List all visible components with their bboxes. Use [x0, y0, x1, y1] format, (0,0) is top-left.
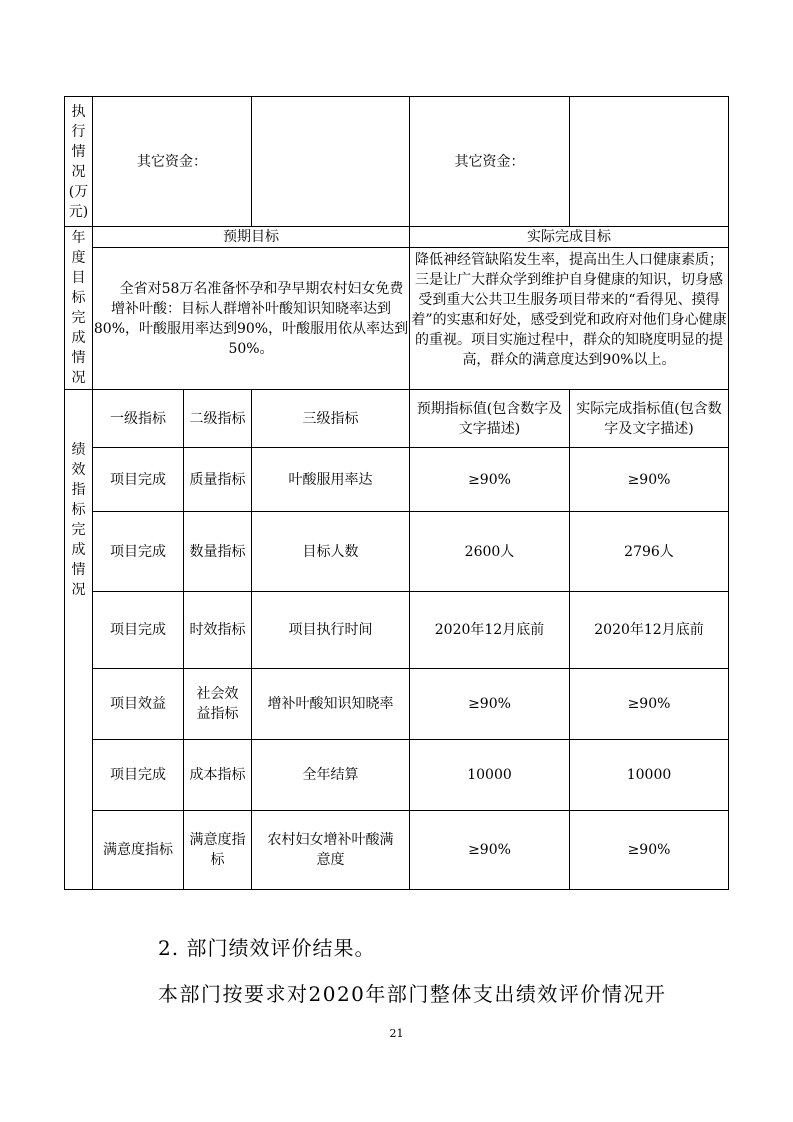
- actual-value-cell: 2020年12月底前: [570, 592, 729, 669]
- page-number: 21: [389, 1027, 404, 1040]
- expected-goal-header: 预期目标: [93, 227, 410, 248]
- level2-cell: 社会效益指标: [184, 669, 252, 740]
- annual-goal-content-row: [65, 248, 729, 390]
- level1-cell: 项目完成: [93, 592, 184, 669]
- actual-value-cell: ≥90%: [570, 448, 729, 512]
- expected-value-cell: 2020年12月底前: [410, 592, 570, 669]
- column-header-level1: 一级指标: [93, 390, 184, 448]
- table-row: [65, 740, 729, 811]
- level3-cell: 增补叶酸知识知晓率: [252, 669, 410, 740]
- other-funds-label-right: 其它资金：: [410, 97, 570, 227]
- execution-label: 执行情况(万元): [65, 97, 93, 227]
- level3-cell: 项目执行时间: [252, 592, 410, 669]
- expected-value-cell: ≥90%: [410, 448, 570, 512]
- table-row: [65, 811, 729, 890]
- level1-cell: 项目完成: [93, 512, 184, 592]
- actual-goal-header: 实际完成目标: [410, 227, 729, 248]
- section-heading: 2. 部门绩效评价结果。: [158, 936, 376, 960]
- level1-cell: 项目完成: [93, 448, 184, 512]
- table-row: [65, 512, 729, 592]
- column-header-actual: 实际完成指标值(包含数字及文字描述): [570, 390, 729, 448]
- actual-value-cell: 10000: [570, 740, 729, 811]
- level3-cell: 全年结算: [252, 740, 410, 811]
- expected-value-cell: 2600人: [410, 512, 570, 592]
- expected-value-cell: ≥90%: [410, 669, 570, 740]
- actual-value-cell: ≥90%: [570, 669, 729, 740]
- level1-cell: 满意度指标: [93, 811, 184, 890]
- expected-goal-text: 全省对58万名准备怀孕和孕早期农村妇女免费增补叶酸：目标人群增补叶酸知识知晓率达到80%，叶酸服用率达到90%，叶酸服用依从率达到50%。: [93, 248, 410, 390]
- annual-goal-label: 年度目标完成情况: [65, 227, 93, 390]
- actual-value-cell: 2796人: [570, 512, 729, 592]
- other-funds-value-right: [570, 97, 729, 227]
- level1-cell: 项目完成: [93, 740, 184, 811]
- level2-cell: 满意度指标: [184, 811, 252, 890]
- body-paragraph: 本部门按要求对2020年部门整体支出绩效评价情况开: [158, 982, 667, 1006]
- execution-row: [65, 97, 729, 227]
- column-header-level2: 二级指标: [184, 390, 252, 448]
- table-row: [65, 448, 729, 512]
- level2-cell: 质量指标: [184, 448, 252, 512]
- performance-table: [64, 96, 729, 890]
- column-header-level3: 三级指标: [252, 390, 410, 448]
- actual-goal-text: 降低神经管缺陷发生率，提高出生人口健康素质；三是让广大群众学到维护自身健康的知识，切身感受到重大公共卫生服务项目带来的“看得见、摸得着”的实惠和好处，感受到党和政府对他们身心健康的重视。项目实施过程中，群众的知晓度明显的提高，群众的满意度达到90%以上。: [410, 248, 729, 390]
- level3-cell: 农村妇女增补叶酸满意度: [252, 811, 410, 890]
- performance-indicator-label: 绩效指标完成情况: [65, 390, 93, 890]
- indicator-header-row: [65, 390, 729, 448]
- level1-cell: 项目效益: [93, 669, 184, 740]
- expected-value-cell: 10000: [410, 740, 570, 811]
- level2-cell: 成本指标: [184, 740, 252, 811]
- level2-cell: 数量指标: [184, 512, 252, 592]
- level3-cell: 目标人数: [252, 512, 410, 592]
- column-header-expected: 预期指标值(包含数字及文字描述): [410, 390, 570, 448]
- other-funds-label-left: 其它资金：: [93, 97, 252, 227]
- table-row: [65, 669, 729, 740]
- level3-cell: 叶酸服用率达: [252, 448, 410, 512]
- expected-value-cell: ≥90%: [410, 811, 570, 890]
- table-row: [65, 592, 729, 669]
- other-funds-value-left: [252, 97, 410, 227]
- annual-goal-header-row: [65, 227, 729, 248]
- actual-value-cell: ≥90%: [570, 811, 729, 890]
- level2-cell: 时效指标: [184, 592, 252, 669]
